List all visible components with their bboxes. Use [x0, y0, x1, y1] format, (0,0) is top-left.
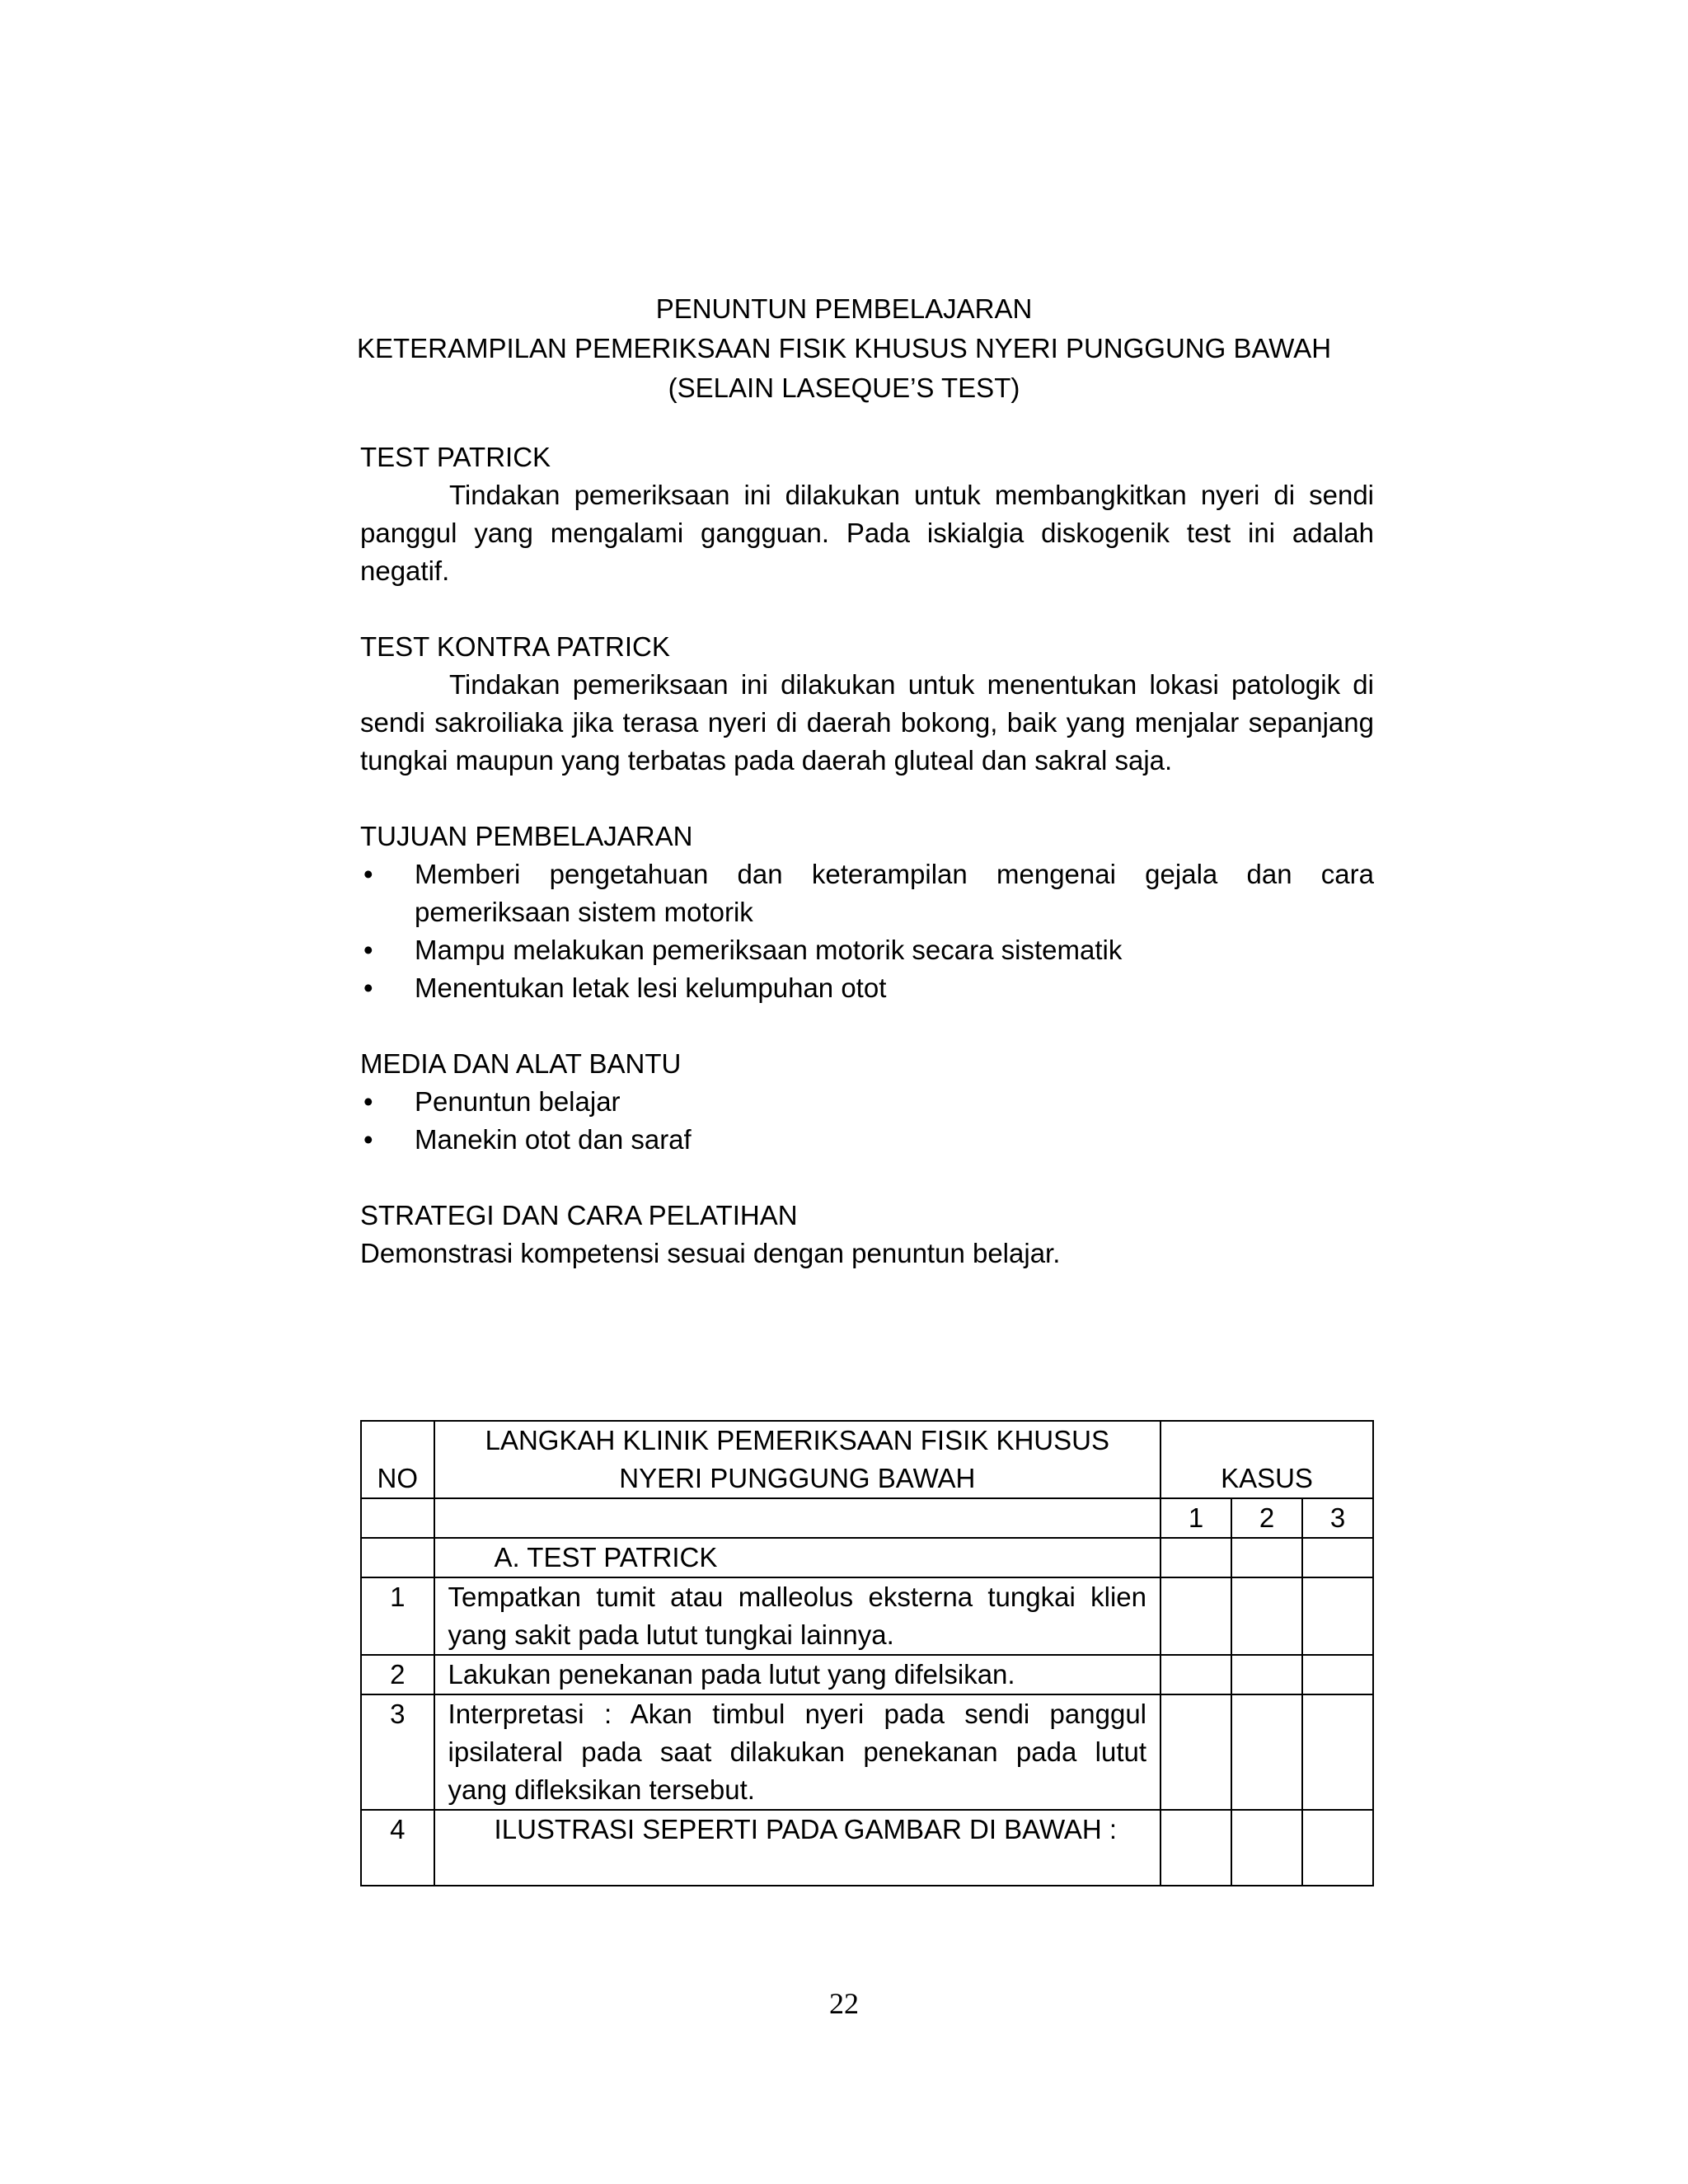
table-header-row — [361, 1421, 1373, 1498]
document-title — [0, 289, 1688, 408]
bullet-list — [360, 1083, 1374, 1159]
section-paragraph: Tindakan pemeriksaan ini dilakukan untuk menentukan lokasi patologik di sendi sakroiliaka jika terasa nyeri di daerah bokong, baik yang menjalar sepanjang tungkai maupun yang terbatas pada daerah gluteal dan sakral saja. — [360, 669, 1374, 776]
checkbox-cell[interactable] — [1302, 1538, 1373, 1577]
list-item: • Mampu melakukan pemeriksaan motorik secara sistematik — [360, 931, 1374, 969]
checkbox-cell[interactable] — [1231, 1577, 1302, 1655]
header-step — [434, 1421, 1160, 1498]
section-test-patrick — [360, 438, 1374, 590]
table-row — [361, 1655, 1373, 1694]
checkbox-cell[interactable] — [1231, 1655, 1302, 1694]
document-body — [360, 438, 1374, 1310]
section-heading: MEDIA DAN ALAT BANTU — [360, 1048, 682, 1079]
row-number: 4 — [361, 1810, 434, 1886]
bullet-list — [360, 855, 1374, 1007]
row-step-text: Interpretasi : Akan timbul nyeri pada sendi panggul ipsilateral pada saat dilakukan penekanan pada lutut yang difleksikan tersebut. — [434, 1694, 1160, 1810]
table-row — [361, 1577, 1373, 1655]
header-no: NO — [361, 1421, 434, 1498]
table-section-row — [361, 1538, 1373, 1577]
kasus-number: 1 — [1160, 1498, 1231, 1538]
section-heading: TEST KONTRA PATRICK — [360, 631, 670, 662]
section-strategi — [360, 1197, 1374, 1272]
row-number: 2 — [361, 1655, 434, 1694]
list-item: • Menentukan letak lesi kelumpuhan otot — [360, 969, 1374, 1007]
header-step-line-2: NYERI PUNGGUNG BAWAH — [619, 1463, 976, 1493]
header-kasus: KASUS — [1160, 1421, 1373, 1498]
table-row — [361, 1810, 1373, 1886]
section-paragraph: Tindakan pemeriksaan ini dilakukan untuk membangkitkan nyeri di sendi panggul yang mengalami gangguan. Pada iskialgia diskogenik test ini adalah negatif. — [360, 480, 1374, 586]
checkbox-cell[interactable] — [1302, 1577, 1373, 1655]
checkbox-cell[interactable] — [1302, 1810, 1373, 1886]
list-item: • Memberi pengetahuan dan keterampilan mengenai gejala dan cara pemeriksaan sistem motorik — [360, 855, 1374, 931]
checkbox-cell[interactable] — [1160, 1538, 1231, 1577]
section-tujuan — [360, 818, 1374, 1007]
list-item: • Manekin otot dan saraf — [360, 1121, 1374, 1159]
checkbox-cell[interactable] — [1231, 1694, 1302, 1810]
list-item: • Penuntun belajar — [360, 1083, 1374, 1121]
table-cell — [361, 1538, 434, 1577]
checkbox-cell[interactable] — [1160, 1694, 1231, 1810]
bullet-icon: • — [363, 1124, 373, 1155]
section-test-kontra-patrick — [360, 628, 1374, 780]
table-subheader-row — [361, 1498, 1373, 1538]
section-heading: STRATEGI DAN CARA PELATIHAN — [360, 1200, 798, 1230]
title-line-2: KETERAMPILAN PEMERIKSAAN FISIK KHUSUS NYERI PUNGGUNG BAWAH — [356, 333, 1332, 363]
row-step-text: ILUSTRASI SEPERTI PADA GAMBAR DI BAWAH : — [434, 1810, 1160, 1886]
table-cell — [434, 1498, 1160, 1538]
row-step-text: Tempatkan tumit atau malleolus eksterna tungkai klien yang sakit pada lutut tungkai lainnya. — [434, 1577, 1160, 1655]
clinical-steps-table — [360, 1420, 1374, 1886]
table-row — [361, 1694, 1373, 1810]
checkbox-cell[interactable] — [1231, 1810, 1302, 1886]
checkbox-cell[interactable] — [1160, 1655, 1231, 1694]
section-heading: TUJUAN PEMBELAJARAN — [360, 821, 693, 851]
page-number: 22 — [829, 1987, 859, 2020]
row-number: 3 — [361, 1694, 434, 1810]
bullet-icon: • — [363, 1086, 373, 1117]
kasus-number: 2 — [1231, 1498, 1302, 1538]
row-number: 1 — [361, 1577, 434, 1655]
checkbox-cell[interactable] — [1302, 1655, 1373, 1694]
section-paragraph: Demonstrasi kompetensi sesuai dengan penuntun belajar. — [360, 1238, 1061, 1268]
bullet-icon: • — [363, 935, 373, 965]
section-media — [360, 1045, 1374, 1159]
checkbox-cell[interactable] — [1302, 1694, 1373, 1810]
section-a-label: A. TEST PATRICK — [434, 1538, 1160, 1577]
bullet-icon: • — [363, 859, 373, 889]
checkbox-cell[interactable] — [1160, 1577, 1231, 1655]
header-step-line-1: LANGKAH KLINIK PEMERIKSAAN FISIK KHUSUS — [485, 1425, 1109, 1455]
row-step-text: Lakukan penekanan pada lutut yang difelsikan. — [434, 1655, 1160, 1694]
title-line-3: (SELAIN LASEQUE’S TEST) — [668, 373, 1020, 403]
kasus-number: 3 — [1302, 1498, 1373, 1538]
checkbox-cell[interactable] — [1231, 1538, 1302, 1577]
table-cell — [361, 1498, 434, 1538]
checkbox-cell[interactable] — [1160, 1810, 1231, 1886]
section-heading: TEST PATRICK — [360, 442, 551, 472]
title-line-1: PENUNTUN PEMBELAJARAN — [655, 293, 1033, 324]
bullet-icon: • — [363, 972, 373, 1003]
